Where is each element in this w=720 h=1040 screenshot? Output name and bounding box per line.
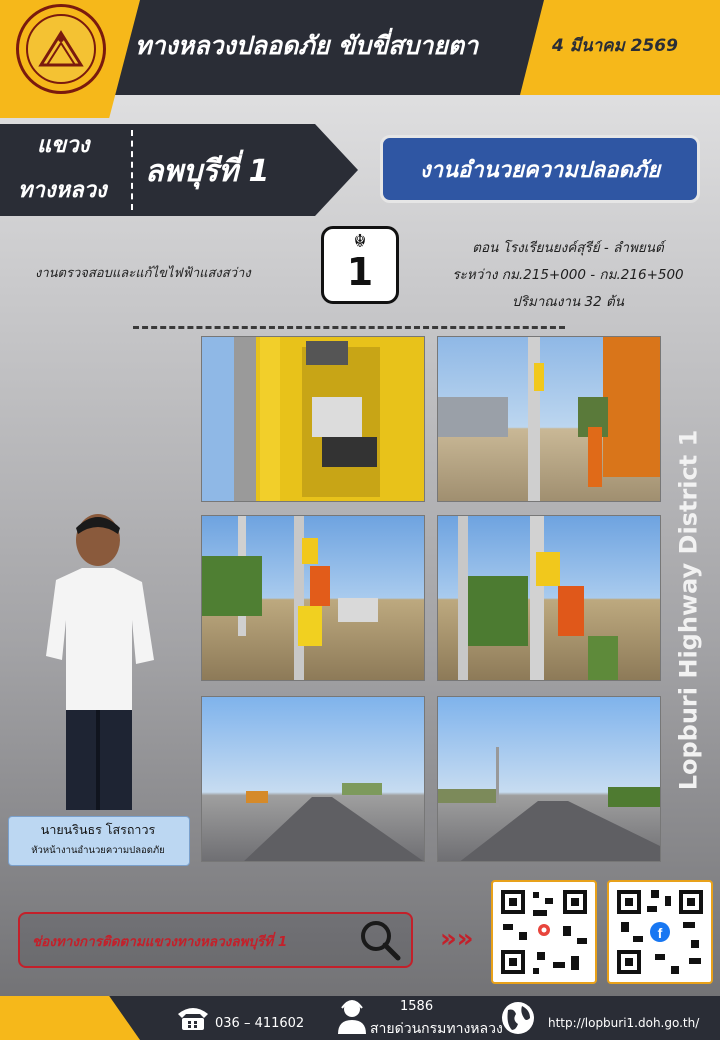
side-district-text: Lopburi Highway District 1: [674, 429, 703, 791]
photo-control-box: [201, 336, 425, 502]
follow-channels-text: ช่องทางการติดตามแขวงทางหลวงลพบุรีที่ 1: [32, 934, 288, 950]
qr-code-facebook[interactable]: [607, 880, 713, 984]
footer-phone: 036 – 411602: [215, 1016, 305, 1031]
website-link[interactable]: http://lopburi1.doh.go.th/: [548, 1016, 700, 1030]
district-divider: [131, 130, 133, 210]
photo-worker-pole: [437, 336, 661, 502]
hotline-number: 1586: [400, 999, 434, 1014]
search-icon: [358, 918, 402, 962]
section-badge: งานอำนวยความปลอดภัย: [380, 135, 700, 203]
qr-code-maps[interactable]: [491, 880, 597, 984]
photo-highway-1: [201, 696, 425, 862]
work-segment: ตอน โรงเรียนยงค์สุรีย์ - ลำพยนต์: [472, 240, 664, 256]
photo-highway-2: [437, 696, 661, 862]
district-label-line2: ทางหลวง: [18, 178, 107, 203]
task-description: งานตรวจสอบและแก้ไขไฟฟ้าแสงสว่าง: [35, 266, 251, 281]
person-name: นายนรินธร โสรถาวร: [40, 822, 156, 837]
person-photo: [42, 510, 160, 810]
phone-icon: [176, 1004, 210, 1036]
route-number: 1: [346, 250, 374, 294]
work-quantity: ปริมาณงาน 32 ต้น: [512, 294, 624, 310]
district-label-line1: แขวง: [37, 133, 90, 158]
hotline-label: สายด่วนกรมทางหลวง: [370, 1021, 503, 1037]
page-title: ทางหลวงปลอดภัย ขับขี่สบายตา: [135, 31, 479, 60]
doh-logo: [16, 4, 106, 94]
date-label: 4 มีนาคม 2569: [552, 36, 678, 56]
double-chevron-right-icon: »»: [440, 924, 474, 954]
garuda-icon: ☬: [353, 231, 367, 252]
photo-workers-ladder-2: [437, 515, 661, 681]
work-range: ระหว่าง กม.215+000 - กม.216+500: [452, 267, 684, 283]
garuda-road-logo-icon: [37, 29, 85, 69]
photo-workers-ladder-1: [201, 515, 425, 681]
person-position: หัวหน้างานอำนวยความปลอดภัย: [31, 845, 165, 856]
hotline-agent-icon: [336, 998, 368, 1038]
globe-icon: [500, 1000, 536, 1040]
dashed-divider: [133, 326, 565, 329]
svg-text:f: f: [657, 925, 663, 941]
district-name: ลพบุรีที่ 1: [145, 154, 270, 189]
